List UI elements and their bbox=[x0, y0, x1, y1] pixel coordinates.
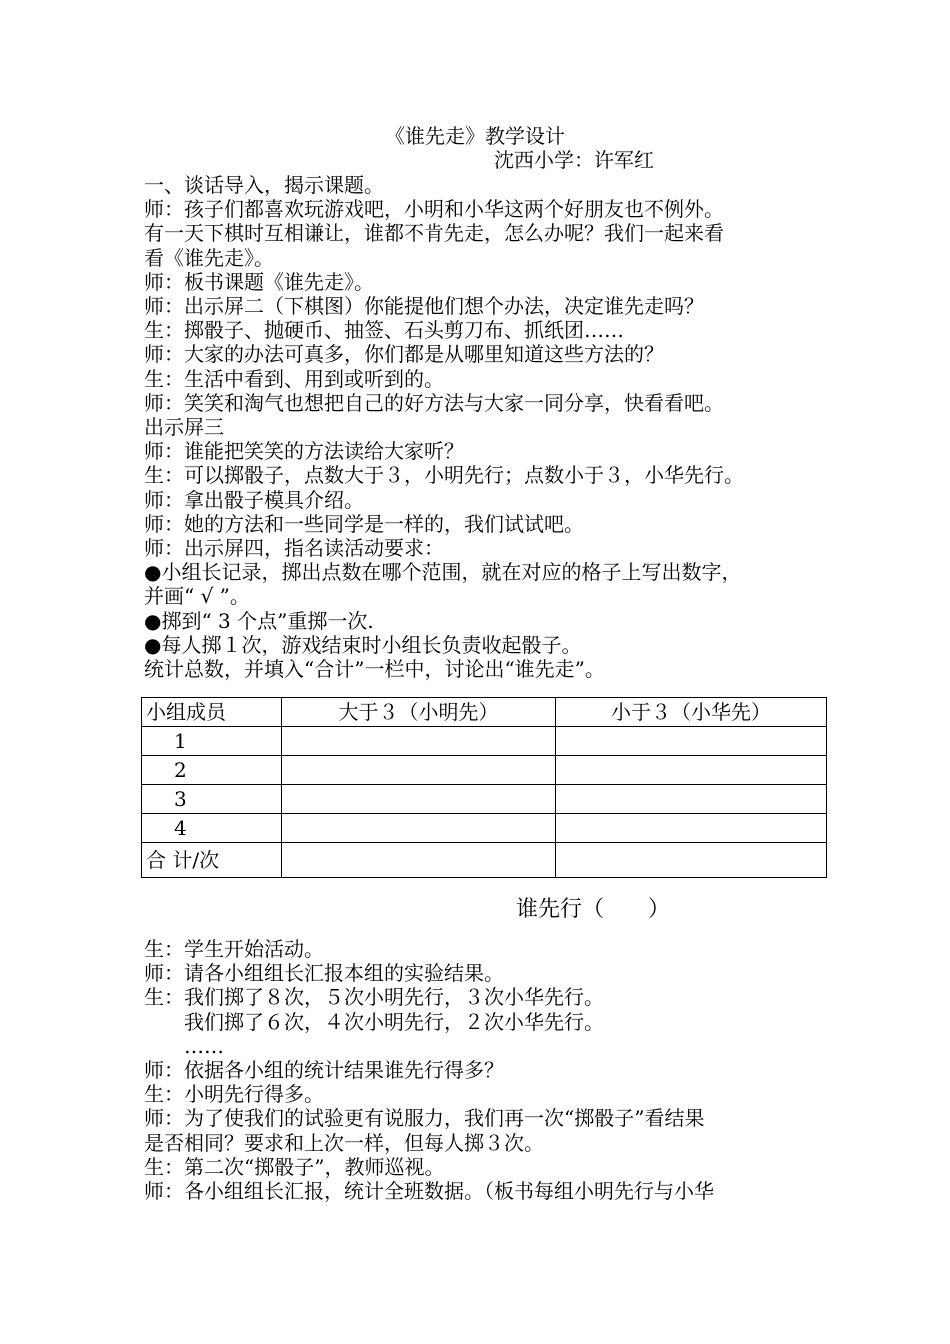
table-header-cell: 大于３（小明先） bbox=[282, 698, 556, 727]
text-line: 师：笑笑和淘气也想把自己的好方法与大家一同分享，快看看吧。 bbox=[144, 390, 724, 415]
stats-table bbox=[141, 697, 827, 878]
text-line: …… bbox=[144, 1033, 224, 1058]
text-line: 师：各小组组长汇报，统计全班数据。（板书每组小明先行与小华 bbox=[144, 1179, 714, 1203]
text-line: 师：依据各小组的统计结果谁先行得多？ bbox=[144, 1058, 504, 1082]
table-header-cell: 小于３（小华先） bbox=[556, 698, 827, 727]
text-line: 生：我们掷了８次，５次小明先行，３次小华先行。 bbox=[144, 985, 604, 1010]
table-row bbox=[142, 814, 827, 843]
text-line: 师：为了使我们的试验更有说服力，我们再一次“掷骰子”看结果 bbox=[144, 1106, 705, 1131]
text-line: 生：第二次“掷骰子”，教师巡视。 bbox=[144, 1154, 445, 1179]
text-line: 我们掷了６次，４次小明先行，２次小华先行。 bbox=[144, 1009, 604, 1034]
table-header-row bbox=[142, 698, 827, 727]
table-row bbox=[142, 727, 827, 756]
document-title: 《谁先走》教学设计 bbox=[385, 124, 565, 148]
table-cell bbox=[556, 814, 827, 843]
text-line: 师：孩子们都喜欢玩游戏吧，小明和小华这两个好朋友也不例外。 bbox=[144, 197, 724, 222]
text-line: 生：生活中看到、用到或听到的。 bbox=[144, 366, 444, 391]
text-line: ●掷到“ 3 个点”重掷一次. bbox=[144, 608, 374, 633]
table-cell bbox=[556, 756, 827, 785]
table-cell: 3 bbox=[142, 785, 282, 814]
text-line: 生：掷骰子、抛硬币、抽签、石头剪刀布、抓纸团…… bbox=[144, 318, 624, 343]
author-line: 沈西小学：许军红 bbox=[494, 148, 654, 172]
text-line: 师：请各小组组长汇报本组的实验结果。 bbox=[144, 961, 504, 986]
table-row bbox=[142, 785, 827, 814]
table-cell: 2 bbox=[142, 756, 282, 785]
table-cell bbox=[282, 843, 556, 878]
text-line: 师：拿出骰子模具介绍。 bbox=[144, 487, 364, 512]
text-line: 看《谁先走》。 bbox=[144, 245, 274, 270]
text-line: 有一天下棋时互相谦让，谁都不肯先走，怎么办呢？我们一起来看 bbox=[144, 221, 724, 246]
table-cell bbox=[556, 785, 827, 814]
table-total-row bbox=[142, 843, 827, 878]
text-line: 师：大家的办法可真多，你们都是从哪里知道这些方法的？ bbox=[144, 342, 664, 367]
table-cell bbox=[556, 727, 827, 756]
text-line: 出示屏三 bbox=[144, 415, 224, 439]
text-line: ●小组长记录，掷出点数在哪个范围，就在对应的格子上写出数字， bbox=[144, 560, 742, 585]
text-line: 生：学生开始活动。 bbox=[144, 937, 324, 961]
table-cell: 1 bbox=[142, 727, 282, 756]
text-line: 一、谈话导入，揭示课题。 bbox=[144, 173, 384, 197]
text-line: 生：小明先行得多。 bbox=[144, 1082, 324, 1107]
table-cell bbox=[282, 727, 556, 756]
table-cell: 合 计/次 bbox=[142, 843, 282, 878]
text-line: 师：出示屏二（下棋图）你能提他们想个办法，决定谁先走吗？ bbox=[144, 294, 704, 318]
text-line: 统计总数，并填入“合计”一栏中，讨论出“谁先走”。 bbox=[144, 657, 605, 681]
table-cell bbox=[282, 756, 556, 785]
table-cell bbox=[282, 785, 556, 814]
table-cell bbox=[556, 843, 827, 878]
text-line: 师：出示屏四，指名读活动要求： bbox=[144, 536, 444, 560]
who-first-label: 谁先行（ ） bbox=[516, 897, 671, 922]
table-header-cell: 小组成员 bbox=[142, 698, 282, 727]
text-line: 并画“ √ ”。 bbox=[144, 584, 250, 609]
text-line: 师：谁能把笑笑的方法读给大家听？ bbox=[144, 439, 464, 464]
text-line: 师：她的方法和一些同学是一样的，我们试试吧。 bbox=[144, 511, 584, 536]
text-line: 生：可以掷骰子，点数大于３，小明先行；点数小于３，小华先行。 bbox=[144, 463, 744, 488]
text-line: 是否相同？要求和上次一样，但每人掷３次。 bbox=[144, 1130, 544, 1155]
table-cell bbox=[282, 814, 556, 843]
table-row bbox=[142, 756, 827, 785]
table-cell: 4 bbox=[142, 814, 282, 843]
text-line: ●每人掷１次，游戏结束时小组长负责收起骰子。 bbox=[144, 632, 582, 657]
text-line: 师：板书课题《谁先走》。 bbox=[144, 269, 374, 294]
